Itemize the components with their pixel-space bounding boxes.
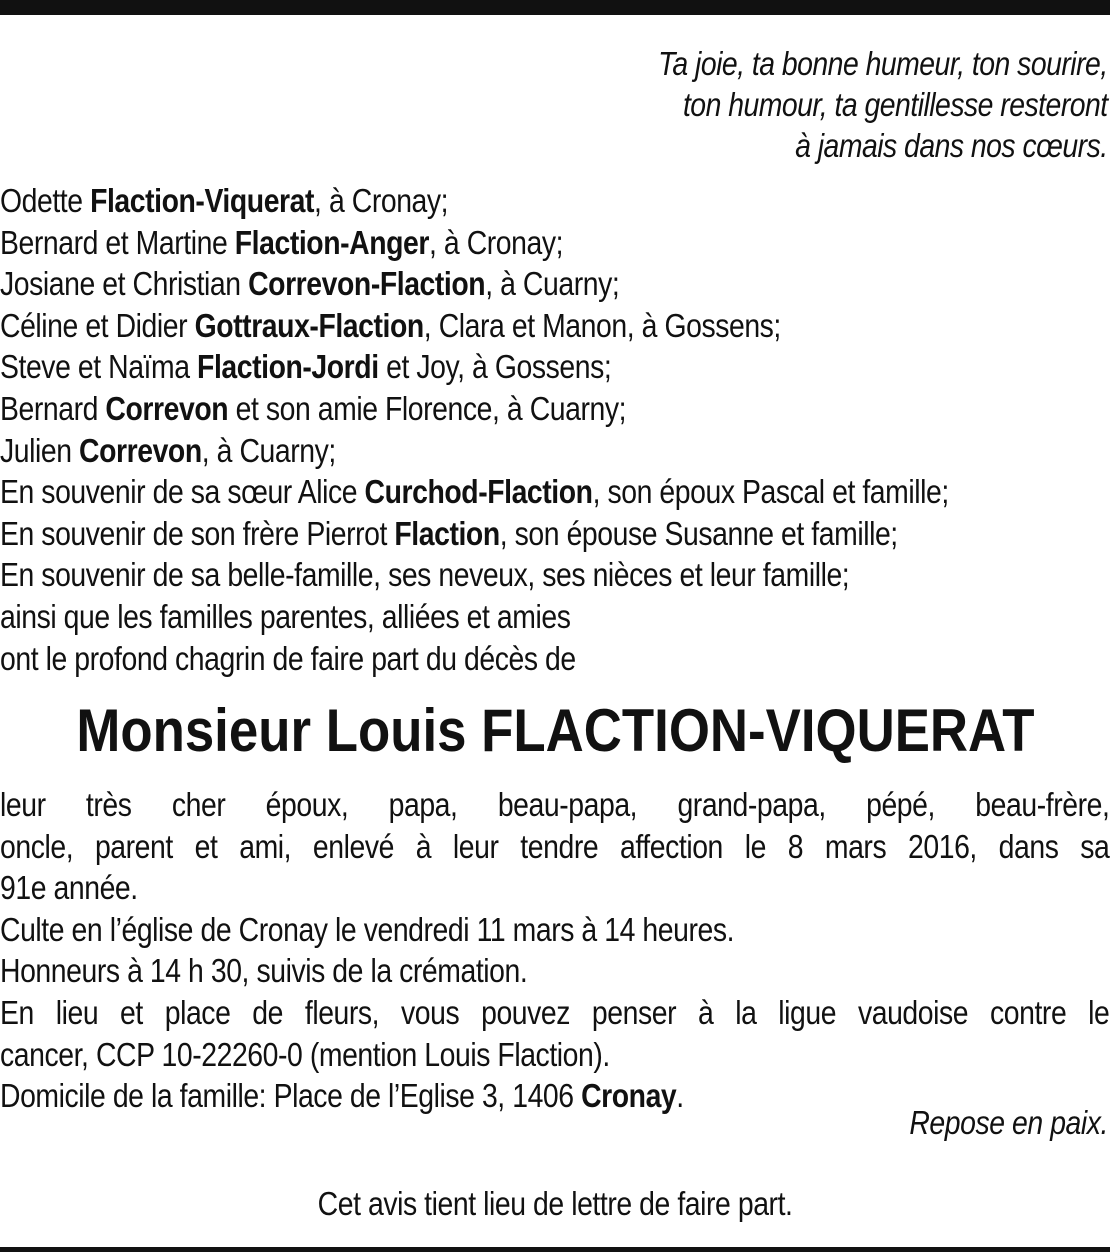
mourner-line: ont le profond chagrin de faire part du décès de (0, 639, 576, 677)
top-rule (0, 0, 1110, 15)
epigraph-line: à jamais dans nos cœurs. (795, 127, 1108, 164)
mourner-line: En souvenir de sa belle-famille, ses neveux, ses nièces et leur famille; (0, 556, 850, 594)
body-line: leur très cher époux, papa, beau-papa, grand-papa, pépé, beau-frère, (0, 786, 1110, 823)
epigraph (659, 43, 1108, 166)
deceased-name-text: Monsieur Louis FLACTION-VIQUERAT (75, 697, 1035, 764)
mourners-list (0, 180, 949, 679)
mourner-line: En souvenir de son frère Pierrot Flaction, son épouse Susanne et famille; (0, 514, 898, 552)
honours-line: Honneurs à 14 h 30, suivis de la crémation. (0, 952, 528, 990)
bottom-rule (0, 1247, 1110, 1252)
epigraph-line: ton humour, ta gentillesse resteront (683, 86, 1108, 123)
mourner-line: En souvenir de sa sœur Alice Curchod-Flaction, son époux Pascal et famille; (0, 473, 949, 511)
notice-body (0, 784, 1109, 1117)
closing-phrase: Repose en paix. (909, 1104, 1108, 1141)
mourner-line: Steve et Naïma Flaction-Jordi et Joy, à Gossens; (0, 348, 612, 386)
mourner-line: Céline et Didier Gottraux-Flaction, Clara et Manon, à Gossens; (0, 306, 781, 344)
footer-note-text: Cet avis tient lieu de lettre de faire part. (317, 1185, 793, 1222)
epigraph-line: Ta joie, ta bonne humeur, ton sourire, (658, 45, 1108, 82)
mourner-line: Odette Flaction-Viquerat, à Cronay; (0, 182, 449, 219)
mourner-line: Julien Correvon, à Cuarny; (0, 431, 336, 469)
body-line: 91e année. (0, 869, 138, 907)
deceased-name (0, 695, 1110, 767)
body-line: oncle, parent et ami, enlevé à leur tendre affection le 8 mars 2016, dans sa (0, 827, 1110, 865)
mourner-line: Bernard et Martine Flaction-Anger, à Cronay; (0, 223, 564, 261)
footer-note (0, 1183, 1110, 1224)
donation-line: cancer, CCP 10-22260-0 (mention Louis Flaction). (0, 1035, 610, 1073)
mourner-line: Josiane et Christian Correvon-Flaction, à Cuarny; (0, 265, 620, 303)
donation-line: En lieu et place de fleurs, vous pouvez penser à la ligue vaudoise contre le (0, 993, 1110, 1031)
ceremony-line: Culte en l’église de Cronay le vendredi 11 mars à 14 heures. (0, 910, 735, 948)
family-address-line: Domicile de la famille: Place de l’Eglise 3, 1406 Cronay. (0, 1077, 684, 1115)
mourner-line: ainsi que les familles parentes, alliées et amies (0, 597, 571, 635)
mourner-line: Bernard Correvon et son amie Florence, à Cuarny; (0, 389, 627, 427)
